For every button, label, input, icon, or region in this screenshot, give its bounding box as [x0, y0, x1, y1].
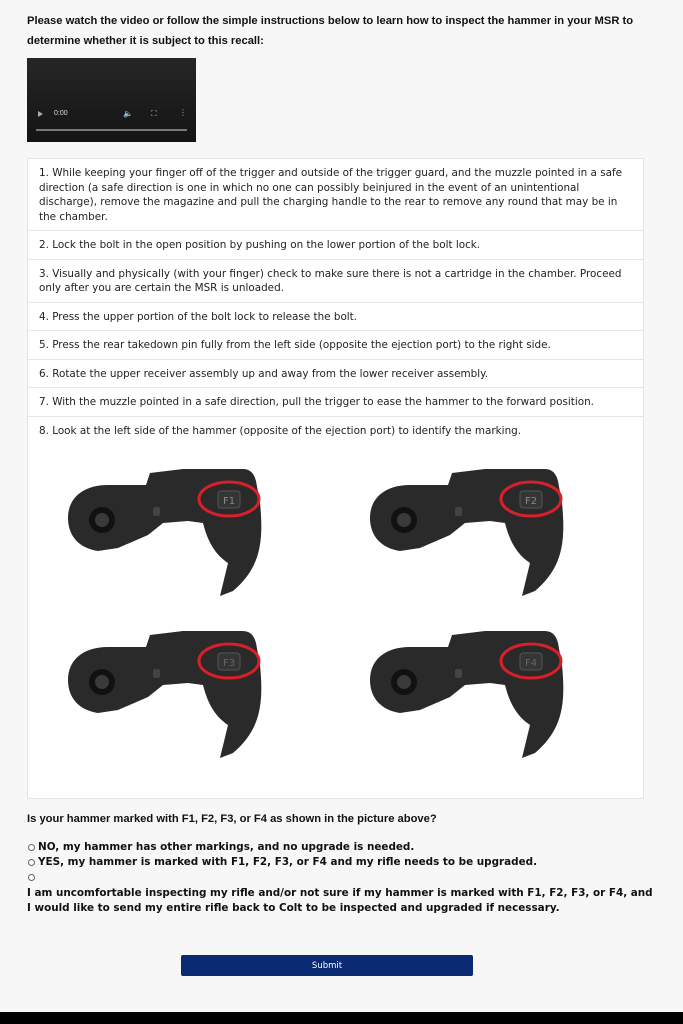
hammer-f2: [370, 469, 563, 596]
video-progress-bar[interactable]: [36, 129, 187, 131]
step-item: 7. With the muzzle pointed in a safe direction, pull the trigger to ease the hammer to the forward position.: [28, 388, 643, 417]
answer-options: [27, 840, 657, 916]
hammer-f3: [68, 631, 261, 758]
hammer-question: Is your hammer marked with F1, F2, F3, or F4 as shown in the picture above?: [27, 813, 437, 825]
option-label: YES, my hammer is marked with F1, F2, F3, or F4 and my rifle needs to be upgraded.: [38, 856, 538, 868]
option-send-rifle[interactable]: [27, 870, 657, 916]
radio-button[interactable]: [28, 874, 35, 881]
hammer-f1: [68, 469, 261, 596]
step-item: 6. Rotate the upper receiver assembly up and away from the lower receiver assembly.: [28, 360, 643, 389]
intro-text: Please watch the video or follow the simple instructions below to learn how to inspect the hammer in your MSR to determine whether it is subject to this recall:: [27, 15, 634, 47]
radio-button[interactable]: [28, 859, 35, 866]
video-controls: [27, 108, 196, 128]
instruction-steps: [28, 159, 643, 444]
fullscreen-icon[interactable]: ⛶: [151, 109, 157, 118]
step-item: 4. Press the upper portion of the bolt lock to release the bolt.: [28, 303, 643, 332]
video-player[interactable]: [27, 58, 196, 142]
step-item: 1. While keeping your finger off of the trigger and outside of the trigger guard, and the muzzle pointed in a safe direction (a safe direction is one in which no one can possibly beinjured in the event of an unintentional discharge), remove the magazine and pull the charging handle to the rear to remove any round that may be in the chamber.: [28, 159, 643, 231]
instructions-panel: [27, 158, 644, 799]
option-label: NO, my hammer has other markings, and no upgrade is needed.: [38, 841, 415, 853]
option-needs-upgrade[interactable]: [27, 855, 657, 870]
more-options-icon[interactable]: ⋮: [179, 108, 187, 117]
option-no-upgrade[interactable]: [27, 840, 657, 855]
hammer-marking-label: F2: [524, 496, 538, 507]
step-item: 5. Press the rear takedown pin fully from the left side (opposite the ejection port) to the right side.: [28, 331, 643, 360]
hammer-markings-image: [28, 459, 643, 799]
hammer-marking-label: F3: [222, 658, 236, 669]
hammer-marking-label: F4: [524, 658, 538, 669]
hammer-marking-label: F1: [222, 496, 236, 507]
play-icon[interactable]: [38, 111, 43, 117]
step-item: 3. Visually and physically (with your finger) check to make sure there is not a cartridge in the chamber. Proceed only after you are certain the MSR is unloaded.: [28, 260, 643, 303]
video-time: 0:00: [54, 110, 68, 117]
submit-button[interactable]: Submit: [181, 955, 473, 976]
radio-button[interactable]: [28, 844, 35, 851]
option-label: I am uncomfortable inspecting my rifle and/or not sure if my hammer is marked with F1, F2, F3, or F4, and I would like to send my entire rifle back to Colt to be inspected and upgraded if necessary.: [27, 887, 653, 914]
step-item: 8. Look at the left side of the hammer (opposite of the ejection port) to identify the marking.: [39, 424, 522, 437]
volume-icon[interactable]: 🔈: [123, 109, 133, 118]
footer-bar: [0, 1012, 683, 1024]
step-item: 2. Lock the bolt in the open position by pushing on the lower portion of the bolt lock.: [28, 231, 643, 260]
hammer-f4: [370, 631, 563, 758]
